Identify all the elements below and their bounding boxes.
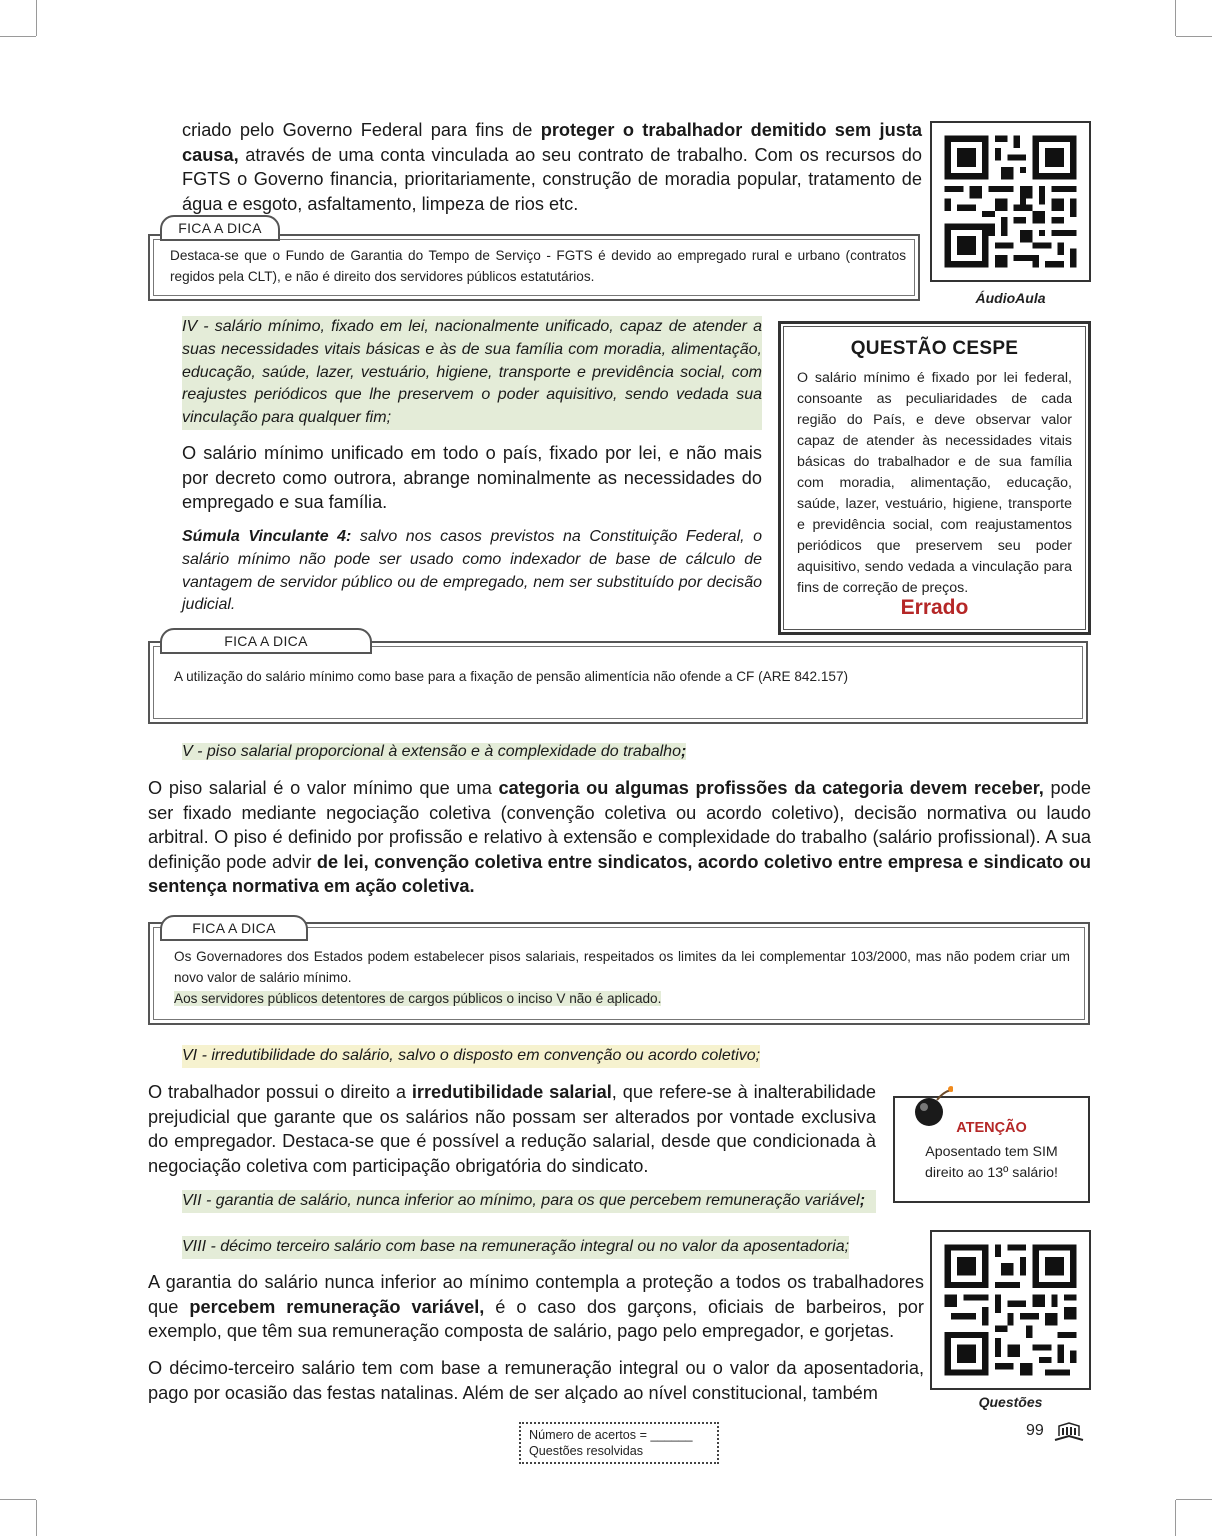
cespe-answer: Errado xyxy=(900,596,969,619)
dica-1-tab: FICA A DICA xyxy=(160,215,280,241)
atencao-box xyxy=(893,1096,1090,1203)
crop-mark-tr-h xyxy=(1176,36,1212,37)
qr-audio-caption: ÁudioAula xyxy=(975,290,1046,306)
dica-2-body: A utilização do salário mínimo como base para a fixação de pensão alimentícia não ofende a CF (ARE 842.157) xyxy=(174,669,849,684)
dica-3-highlight: Aos servidores públicos detentores de cargos públicos o inciso V não é aplicado. xyxy=(174,990,662,1006)
crop-mark-br-v xyxy=(1175,1500,1176,1536)
atencao-text: Aposentado tem SIM direito ao 13º salário! xyxy=(925,1144,1058,1181)
crop-mark-bl-v xyxy=(36,1500,37,1536)
qr-code-icon xyxy=(932,123,1089,280)
piso-salarial-paragraph: O piso salarial é o valor mínimo que uma categoria ou algumas profissões da categoria devem receber, pode ser fixado mediante negociação coletiva (convenção coletiva ou acordo coletivo), decisão normativa ou laudo arbitral. O piso é definido por profissão e relativo à extensão e complexidade do trabalho (salário profissional). A sua definição pode advir de lei, convenção coletiva entre sindicatos, acordo coletivo entre empresa e sindicato ou sentença normativa em ação coletiva. xyxy=(148,778,1091,897)
qr-code-icon xyxy=(932,1232,1089,1388)
inciso-v: V - piso salarial proporcional à extensão e à complexidade do trabalho; xyxy=(182,743,687,760)
qr-code-questoes[interactable] xyxy=(930,1230,1091,1390)
crop-mark-tl-v xyxy=(36,0,37,36)
crop-mark-tl-h xyxy=(0,36,36,37)
book-logo-icon xyxy=(1053,1420,1085,1442)
inciso-vii: VII - garantia de salário, nunca inferior ao mínimo, para os que percebem remuneração variável; xyxy=(182,1190,876,1213)
crop-mark-tr-v xyxy=(1175,0,1176,36)
questao-cespe-box xyxy=(778,321,1091,635)
footer-score-box xyxy=(519,1422,719,1464)
dica-2-tab: FICA A DICA xyxy=(160,628,372,654)
inciso-viii: VIII - décimo terceiro salário com base na remuneração integral ou no valor da aposentadoria; xyxy=(182,1236,849,1259)
cespe-body: O salário mínimo é fixado por lei federal, consoante as peculiaridades de cada região do País, e deve observar valor capaz de atender às necessidades vitais básicas do trabalhador e de sua família com moradia, alimentação, educação, saúde, lazer, vestuário, higiene, transporte e previdência social, com reajustamentos periódicos que preservem seu poder aquisitivo, sendo vedada a vinculação para fins de correção de preços. xyxy=(797,370,1072,596)
garantia-paragraph: A garantia do salário nunca inferior ao mínimo contempla a proteção a todos os trabalhadores que percebem remuneração variável, é o caso dos garçons, oficiais de barbeiros, por exemplo, que têm sua remuneração composta de salário, pago pelo empregador, e gorjetas. xyxy=(148,1272,924,1342)
qr-code-audio[interactable] xyxy=(930,121,1091,282)
decimo-terceiro-paragraph: O décimo-terceiro salário tem com base a remuneração integral ou o valor da aposentadoria, pago por ocasião das festas natalinas. Além de ser alçado ao nível constitucional, também xyxy=(148,1358,924,1403)
irredutibilidade-paragraph: O trabalhador possui o direito a irredutibilidade salarial, que refere-se à inalterabilidade prejudicial que garante que os salários não possam ser alterados por vontade exclusiva do empregador. Destaca-se que é possível a redução salarial, desde que condicionada à negociação coletiva com participação obrigatória do sindicato. xyxy=(148,1082,876,1176)
crop-mark-bl-h xyxy=(0,1499,36,1500)
dica-1-box xyxy=(148,234,920,301)
footer-acertos: Número de acertos = ______ xyxy=(529,1428,693,1442)
sumula-label: Súmula Vinculante 4: xyxy=(182,528,352,545)
dica-1-body: Destaca-se que o Fundo de Garantia do Tempo de Serviço - FGTS é devido ao empregado rural e urbano (contratos regidos pela CLT), e não é direito dos servidores públicos estatutários. xyxy=(170,248,906,284)
salario-minimo-paragraph: O salário mínimo unificado em todo o país, fixado por lei, e não mais por decreto como outrora, abrange nominalmente as necessidades do empregado e sua família. xyxy=(182,443,762,513)
crop-mark-br-h xyxy=(1176,1499,1212,1500)
cespe-title: QUESTÃO CESPE xyxy=(850,338,1019,359)
sumula-vinculante: Súmula Vinculante 4: salvo nos casos previstos na Constituição Federal, o salário mínimo não pode ser usado como indexador de base de cálculo de vantagem de servidor público ou de empregado, nem ser substituído por decisão judicial. xyxy=(182,528,763,614)
page-number: 99 xyxy=(1026,1422,1044,1439)
dica-3-body: Os Governadores dos Estados podem estabelecer pisos salariais, respeitados os limites da lei complementar 103/2000, mas não podem criar um novo valor de salário mínimo. Aos servidores públicos detentores de cargos públicos o inciso V não é aplicado. xyxy=(174,949,1070,1006)
inciso-vi: VI - irredutibilidade do salário, salvo o disposto em convenção ou acordo coletivo; xyxy=(182,1045,760,1068)
qr-questoes-caption: Questões xyxy=(978,1394,1043,1410)
footer-resolvidas: Questões resolvidas xyxy=(529,1444,644,1458)
intro-paragraph: criado pelo Governo Federal para fins de proteger o trabalhador demitido sem justa causa, através de uma conta vinculada ao seu contrato de trabalho. Com os recursos do FGTS o Governo financia, prioritariamente, construção de moradia popular, tratamento de água e esgoto, asfaltamento, limpeza de rios etc. xyxy=(182,120,922,214)
inciso-iv: IV - salário mínimo, fixado em lei, nacionalmente unificado, capaz de atender a suas necessidades vitais básicas e às de sua família com moradia, alimentação, educação, saúde, lazer, vestuário, higiene, transporte e previdência social, com reajustes periódicos que lhe preservem o poder aquisitivo, sendo vedada sua vinculação para qualquer fim; xyxy=(182,316,762,430)
atencao-title: ATENÇÃO xyxy=(956,1120,1027,1136)
dica-3-tab: FICA A DICA xyxy=(160,915,308,941)
